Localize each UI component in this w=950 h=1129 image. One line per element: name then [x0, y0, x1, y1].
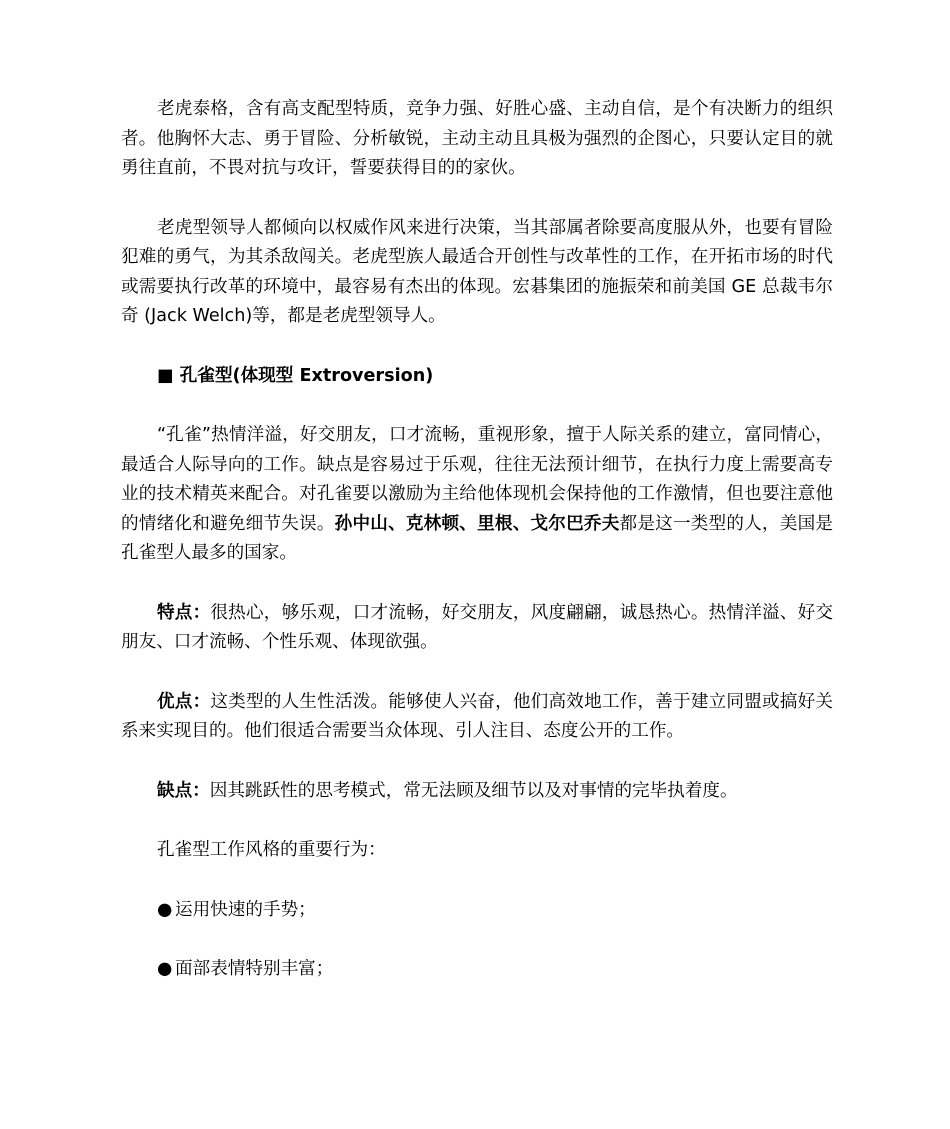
list-item-text: 面部表情特别丰富；	[175, 959, 334, 979]
peacock-desc-bold-names: 孙中山、克林顿、里根、戈尔巴乔夫	[334, 513, 620, 534]
traits-paragraph	[121, 599, 833, 658]
square-bullet-icon: ■	[157, 365, 174, 386]
cons-paragraph	[121, 777, 833, 807]
list-item-text: 运用快速的手势；	[175, 899, 316, 920]
peacock-heading	[121, 362, 833, 392]
tiger-paragraph-2: 老虎型领导人都倾向以权威作风来进行决策，当其部属者除要高度服从外，也要有冒险犯难的勇气，为其杀敌闯关。老虎型族人最适合开创性与改革性的工作，在开拓市场的时代或需要执行改革的环境中，最容易有杰出的体现。宏碁集团的施振荣和前美国 GE 总裁韦尔奇 (Jack Welch)等，都是老虎型领导人。	[121, 217, 833, 326]
traits-text: 很热心，够乐观，口才流畅，好交朋友，风度翩翩，诚恳热心。热情洋溢、好交朋友、口才流畅、个性乐观、体现欲强。	[121, 602, 833, 652]
behaviors-intro: 孔雀型工作风格的重要行为：	[157, 840, 386, 860]
document-page	[121, 95, 833, 985]
peacock-desc-start: “孔雀”热情洋溢，好交朋友，口才流畅，重视形象，擅于人际关系的建立，富同情心，最适合人际导向的工作。缺点是容易过于乐观，往往无法预计细节，在执行力度上需要高专业的技术精英来配合。对孔雀要以激励为主给他体现机会保持他的工作激情，但也要注意他的情绪化和避免细节失误。	[121, 425, 833, 534]
peacock-description	[121, 421, 833, 569]
tiger-paragraph-1: 老虎泰格，含有高支配型特质，竞争力强、好胜心盛、主动自信，是个有决断力的组织者。他胸怀大志、勇于冒险、分析敏锐，主动主动且具极为强烈的企图心，只要认定目的就勇往直前，不畏对抗与攻讦，誓要获得目的的家伙。	[121, 99, 833, 178]
list-item	[121, 955, 833, 985]
peacock-heading-text: 孔雀型(体现型 Extroversion)	[179, 365, 434, 386]
peacock-desc-end: 都是这一类型的人，美国是孔雀型人最多的国家。	[121, 513, 833, 563]
pros-paragraph	[121, 688, 833, 747]
cons-text: 因其跳跃性的思考模式，常无法顾及细节以及对事情的完毕执着度。	[209, 780, 738, 801]
traits-label: 特点：	[157, 602, 211, 623]
cons-label: 缺点：	[157, 780, 210, 801]
pros-label: 优点：	[157, 691, 211, 712]
pros-text: 这类型的人生性活泼。能够使人兴奋，他们高效地工作，善于建立同盟或搞好关系来实现目的。他们很适合需要当众体现、引人注目、态度公开的工作。	[121, 691, 833, 741]
round-bullet-icon: ●	[157, 899, 173, 920]
list-item	[121, 896, 833, 926]
round-bullet-icon: ●	[157, 959, 173, 979]
